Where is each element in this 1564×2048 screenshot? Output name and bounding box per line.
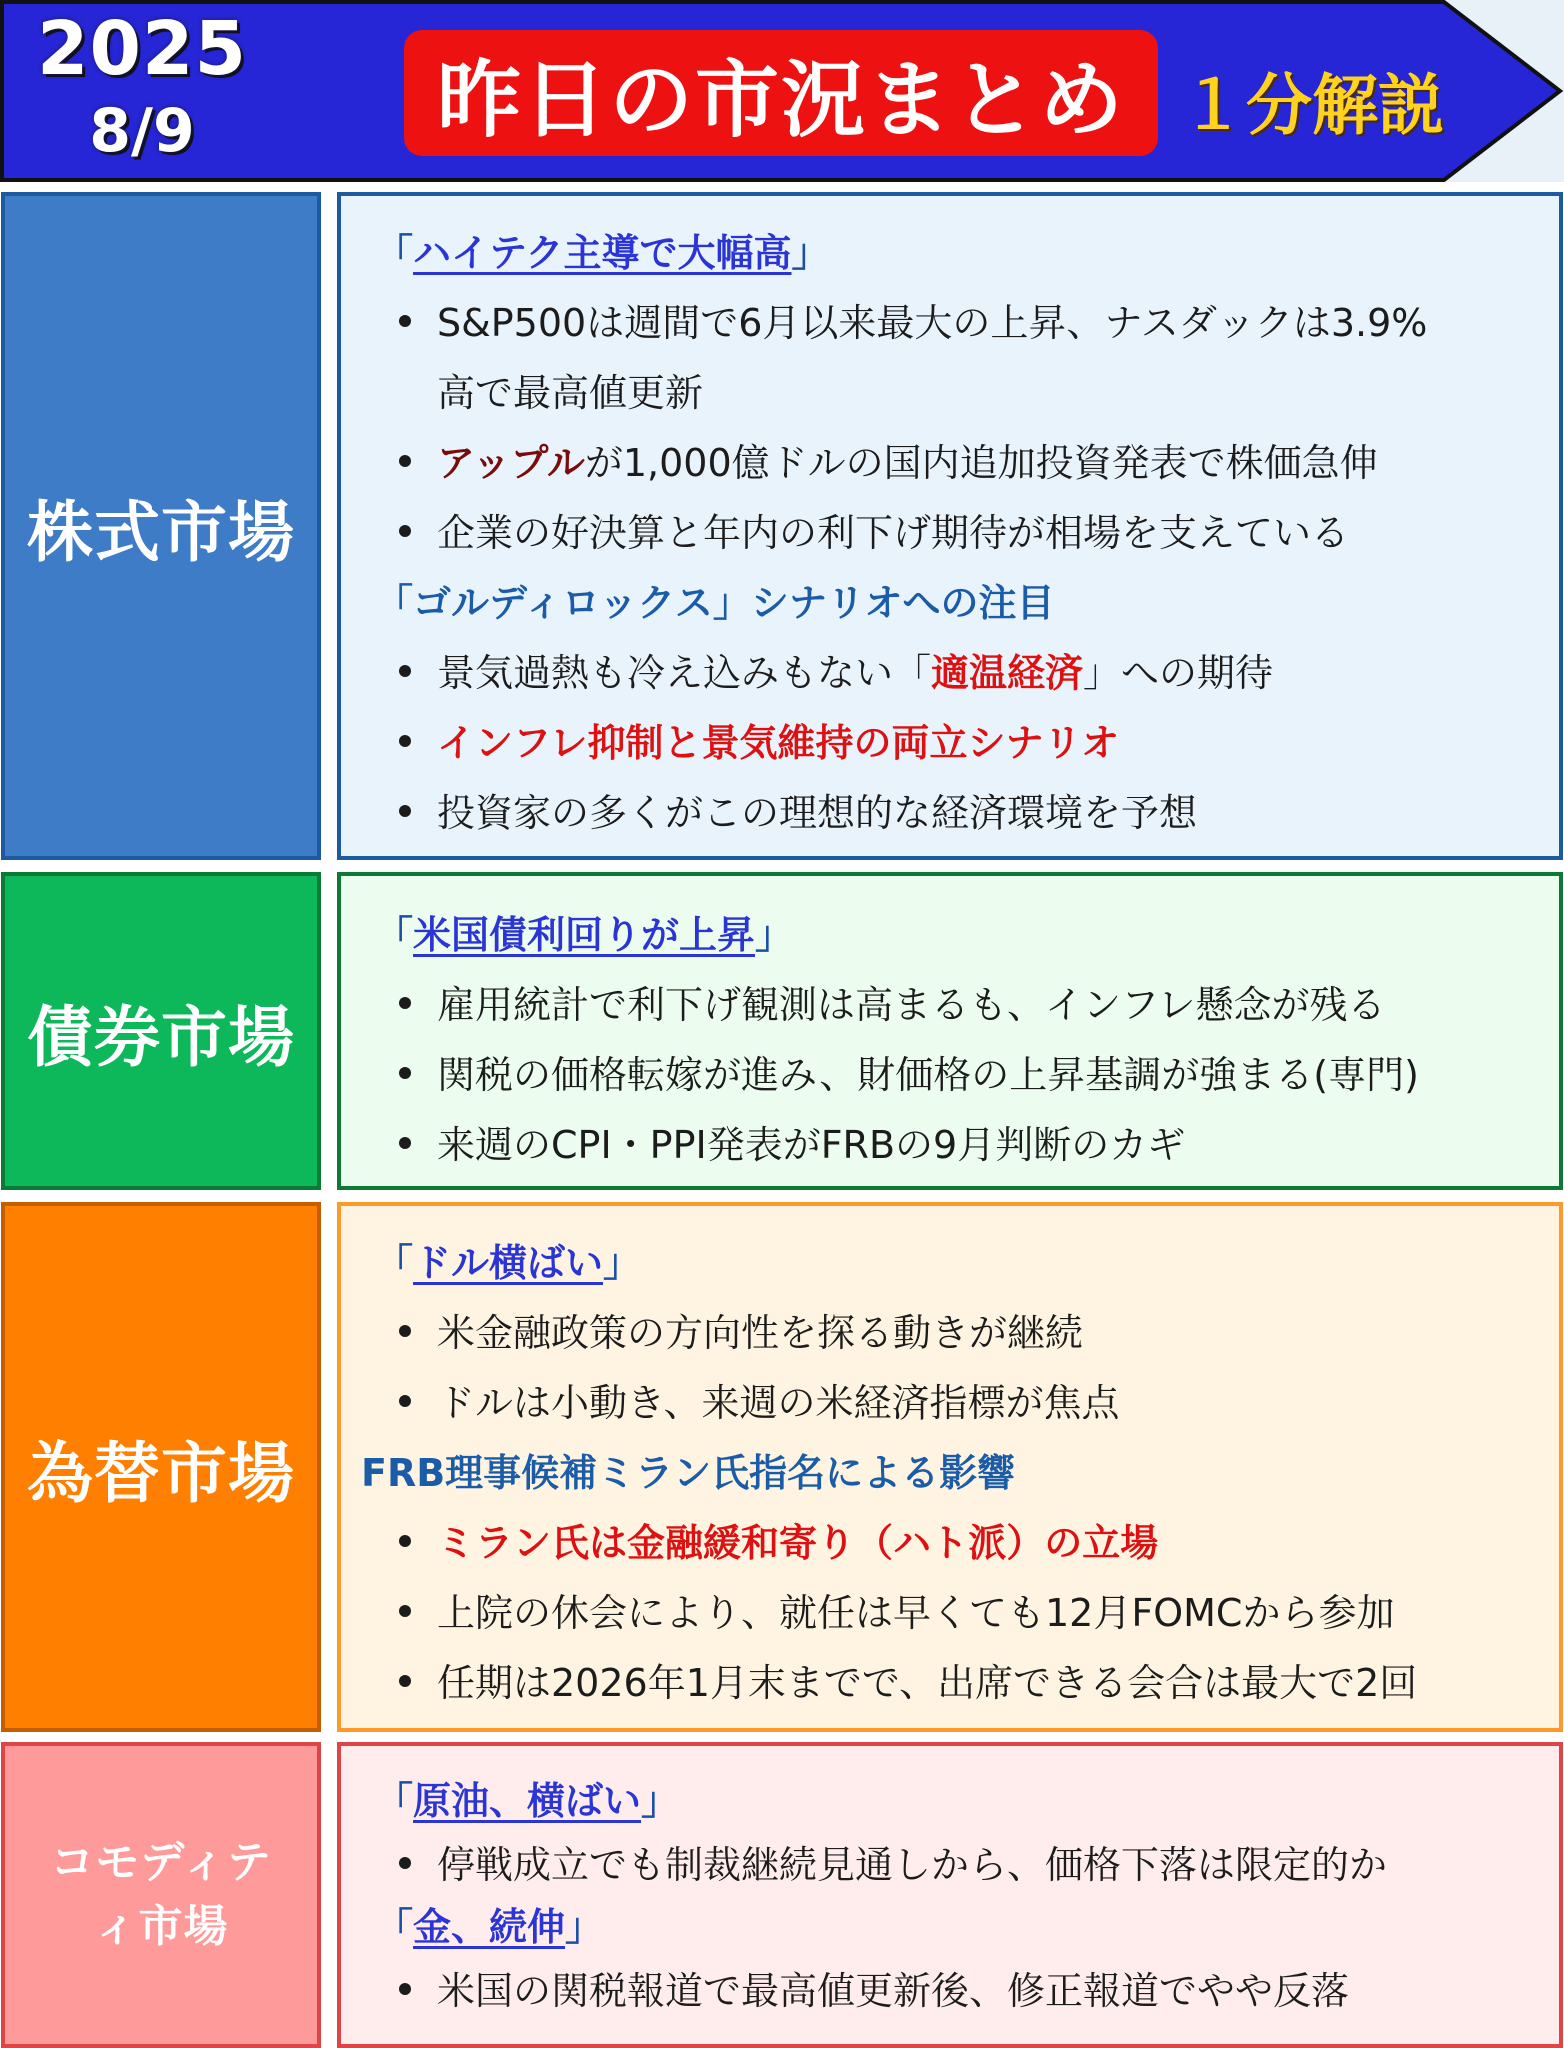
stock-heading-2: 「ゴルディロックス」シナリオへの注目 xyxy=(375,581,1055,625)
section-content-fx: 「ドル横ばい」 米金融政策の方向性を探る動きが継続 ドルは小動き、来週の米経済指標が焦点 FRB理事候補ミラン氏指名による影響 ミラン氏は金融緩和寄り（ハト派）の立場 上院の休会により、就任は早くても12月FOMCから参加 任期は2026年1月末までで、出席できる会合は最大で2回 xyxy=(337,1202,1563,1732)
bullet-icon xyxy=(399,805,411,817)
bullet-icon xyxy=(399,455,411,467)
bullet-icon xyxy=(399,735,411,747)
page-title: 昨日の市況まとめ xyxy=(436,50,1125,149)
header-banner xyxy=(0,0,1564,182)
bullet-icon xyxy=(399,1605,411,1617)
bond-heading-1: 「米国債利回りが上昇」 xyxy=(375,913,794,957)
title-badge xyxy=(404,30,1158,156)
bond-label: 債券市場 xyxy=(27,998,295,1076)
bullet-icon xyxy=(399,1395,411,1407)
bullet-icon xyxy=(399,525,411,537)
section-label-commodity xyxy=(1,1742,321,2048)
bullet-icon xyxy=(399,1535,411,1547)
bullet-icon xyxy=(399,315,411,327)
bullet-icon xyxy=(399,1983,411,1995)
bullet-icon xyxy=(399,1857,411,1869)
section-content-bond: 「米国債利回りが上昇」 雇用統計で利下げ観測は高まるも、インフレ懸念が残る 関税の価格転嫁が進み、財価格の上昇基調が強まる(専門) 来週のCPI・PPI発表がFRBの9月判断のカギ xyxy=(337,872,1563,1190)
bullet-icon xyxy=(399,1675,411,1687)
stock-heading-1: 「ハイテク主導で大幅高」 xyxy=(375,231,830,275)
commodity-heading-1: 「原油、横ばい」 xyxy=(375,1779,680,1823)
page-subtitle: １分解説 xyxy=(1180,67,1444,144)
bullet-icon xyxy=(399,665,411,677)
bullet-icon xyxy=(399,997,411,1009)
fx-label: 為替市場 xyxy=(27,1434,295,1512)
section-content-commodity: 「原油、横ばい」 停戦成立でも制裁継続見通しから、価格下落は限定的か 「金、続伸」 米国の関税報道で最高値更新後、修正報道でやや反落 xyxy=(337,1742,1563,2048)
section-label-bond xyxy=(1,872,321,1190)
bullet-icon xyxy=(399,1325,411,1337)
commodity-label: コモディテ ィ市場 xyxy=(50,1837,272,1952)
bullet-icon xyxy=(399,1137,411,1149)
section-label-fx xyxy=(1,1202,321,1732)
bullet-icon xyxy=(399,1067,411,1079)
fx-heading-2: FRB理事候補ミラン氏指名による影響 xyxy=(361,1451,1016,1495)
fx-heading-1: 「ドル横ばい」 xyxy=(375,1241,642,1285)
section-content-stock: 「ハイテク主導で大幅高」 S&P500は週間で6月以来最大の上昇、ナスダックは3.9% 高で最高値更新 アップルが1,000億ドルの国内追加投資発表で株価急伸 企業の好決算と年内の利下げ期待が相場を支えている 「ゴルディロックス」シナリオへの注目 景気過熱も冷え込みもない「適温経済」への期待 インフレ抑制と景気維持の両立シナリオ 投資家の多くがこの理想的な経済環境を予想 xyxy=(337,192,1563,860)
section-label-stock xyxy=(1,192,321,860)
date-month-day: 8/9 xyxy=(89,96,195,166)
stock-label: 株式市場 xyxy=(27,493,295,571)
date-year: 2025 xyxy=(37,6,247,92)
commodity-heading-2: 「金、続伸」 xyxy=(375,1905,604,1949)
